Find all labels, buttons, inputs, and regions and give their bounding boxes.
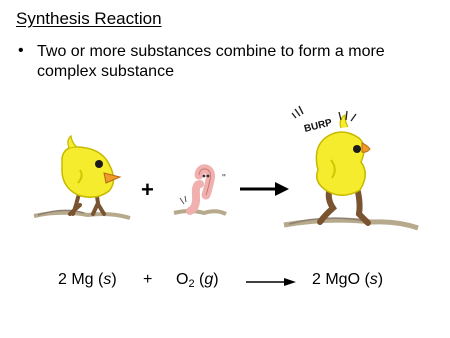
equation-plus-sign: +: [143, 271, 153, 288]
equation-reactant-o2: $O_2$ (g): [176, 271, 219, 290]
bullet-marker: •: [18, 42, 24, 59]
burp-text: BURP: [303, 117, 334, 135]
worm-noise-mark: '': [222, 173, 226, 184]
equation-product-mgo: 2 MgO (s): [312, 271, 384, 288]
equation-reactant-mg: 2 Mg (s): [58, 271, 117, 288]
illustration-plus-sign: +: [141, 177, 154, 202]
bullet-text: Two or more substances combine to form a more complex substance: [37, 43, 385, 80]
slide-title: Synthesis Reaction: [16, 9, 162, 28]
